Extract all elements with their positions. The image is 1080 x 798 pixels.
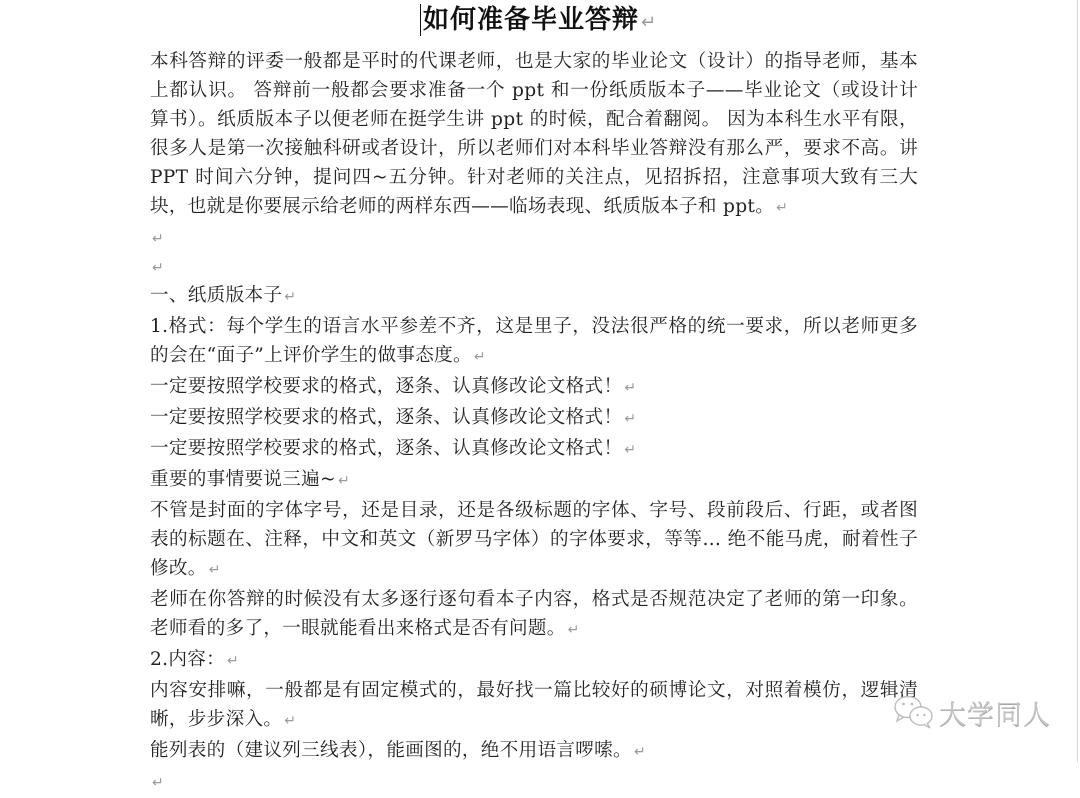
paragraph-text: 2.内容：	[150, 649, 226, 670]
paragraph-mark-icon: ↵	[624, 380, 637, 396]
paragraph-repeat-3[interactable]	[150, 434, 918, 465]
paragraph-text: 一、纸质版本子	[150, 285, 283, 306]
paragraph-mark-icon: ↵	[567, 622, 580, 638]
paragraph-format-heading[interactable]	[150, 312, 918, 372]
section-heading-paper-copy[interactable]	[150, 281, 918, 312]
paragraph-tables-figures[interactable]	[150, 736, 918, 767]
paragraph-text: 一定要按照学校要求的格式，逐条、认真修改论文格式！	[150, 407, 623, 428]
paragraph-text: 一定要按照学校要求的格式，逐条、认真修改论文格式！	[150, 376, 623, 397]
paragraph-mark-icon: ↵	[640, 12, 658, 33]
wechat-icon	[893, 694, 935, 730]
paragraph-content-body[interactable]	[150, 676, 918, 736]
document-body[interactable]	[150, 47, 918, 796]
paragraph-mark-icon: ↵	[227, 653, 240, 669]
paragraph-first-impression[interactable]	[150, 585, 918, 645]
empty-paragraph[interactable]	[150, 252, 918, 281]
page-edge-divider	[1077, 0, 1078, 762]
document-title-text: 如何准备毕业答辩	[422, 5, 639, 35]
empty-paragraph[interactable]	[150, 767, 918, 796]
paragraph-mark-icon: ↵	[152, 231, 165, 247]
paragraph-mark-icon: ↵	[152, 260, 165, 276]
paragraph-text: 1.格式：每个学生的语言水平参差不齐，这是里子，没法很严格的统一要求，所以老师更多的会在“面子”上评价学生的做事态度。	[150, 316, 918, 366]
paragraph-text: 重要的事情要说三遍~	[150, 469, 336, 490]
paragraph-text: 能列表的（建议列三线表），能画图的，绝不用语言啰嗦。	[150, 740, 632, 761]
paragraph-say-three-times[interactable]	[150, 465, 918, 496]
paragraph-mark-icon: ↵	[776, 200, 789, 216]
paragraph-mark-icon: ↵	[473, 349, 486, 365]
watermark-text: 大学同人	[939, 699, 1051, 731]
text-cursor	[420, 4, 421, 36]
paragraph-text: 本科答辩的评委一般都是平时的代课老师，也是大家的毕业论文（设计）的指导老师，基本上都认识。 答辩前一般都会要求准备一个 ppt 和一份纸质版本子——毕业论文（或设计计算书）。纸质版本子以便老师在挺学生讲 ppt 的时候，配合着翻阅。 因为本科生水平有限，很多人是第一次接触科研或者设计，所以老师们对本科毕业答辩没有那么严，要求不高。讲PPT 时间六分钟，提问四~五分钟。针对老师的关注点，见招拆招，注意事项大致有三大块，也就是你要展示给老师的两样东西——临场表现、纸质版本子和 ppt。	[150, 51, 918, 217]
title-row	[0, 2, 1080, 38]
paragraph-mark-icon: ↵	[624, 442, 637, 458]
paragraph-repeat-1[interactable]	[150, 372, 918, 403]
paragraph-content-heading[interactable]	[150, 645, 918, 676]
paragraph-mark-icon: ↵	[152, 775, 165, 791]
paragraph-mark-icon: ↵	[284, 713, 297, 729]
paragraph-text: 一定要按照学校要求的格式，逐条、认真修改论文格式！	[150, 438, 623, 459]
document-title[interactable]	[423, 2, 657, 41]
paragraph-repeat-2[interactable]	[150, 403, 918, 434]
paragraph-text: 内容安排嘛，一般都是有固定模式的，最好找一篇比较好的硕博论文，对照着模仿，逻辑清晰，步步深入。	[150, 680, 918, 730]
empty-paragraph[interactable]	[150, 223, 918, 252]
paragraph-mark-icon: ↵	[624, 411, 637, 427]
paragraph-text: 不管是封面的字体字号，还是目录，还是各级标题的字体、字号、段前段后、行距，或者图表的标题在、注释，中文和英文（新罗马字体）的字体要求，等等… 绝不能马虎，耐着性子修改。	[150, 500, 918, 579]
watermark	[893, 692, 1051, 732]
paragraph-mark-icon: ↵	[337, 473, 350, 489]
paragraph-mark-icon: ↵	[208, 562, 221, 578]
paragraph-intro[interactable]	[150, 47, 918, 223]
paragraph-mark-icon: ↵	[633, 744, 646, 760]
paragraph-text: 老师在你答辩的时候没有太多逐行逐句看本子内容，格式是否规范决定了老师的第一印象。老师看的多了，一眼就能看出来格式是否有问题。	[150, 589, 918, 639]
paragraph-mark-icon: ↵	[284, 289, 297, 305]
paragraph-format-details[interactable]	[150, 496, 918, 585]
